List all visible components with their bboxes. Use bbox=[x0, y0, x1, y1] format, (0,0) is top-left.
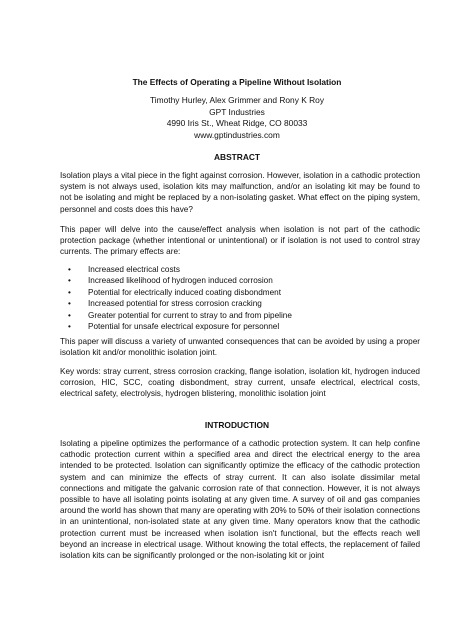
list-item: • Increased electrical costs bbox=[68, 265, 180, 274]
bullet-icon: • bbox=[68, 299, 71, 309]
abstract-heading: ABSTRACT bbox=[213, 152, 261, 162]
abstract-paragraph-3: This paper will discuss a variety of unwanted consequences that can be avoided by using a proper isolation kit and/or monolithic isolation joint. bbox=[60, 337, 420, 358]
abstract-paragraph-1: Isolation plays a vital piece in the fight against corrosion. However, isolation in a cathodic protection system is not always used, isolation kits may malfunction, and/or an isolating kit may be found to not be isolating and might be replaced by a non-isolating gasket. What effect on the piping system, personnel and costs does this have? bbox=[60, 171, 420, 214]
bullet-icon: • bbox=[68, 322, 71, 332]
primary-effects-list bbox=[60, 264, 420, 332]
keywords-paragraph: Key words: stray current, stress corrosion cracking, flange isolation, isolation kit, hydrogen induced corrosion, HIC, SCC, coating disbondment, stray current, unsafe electrical, electrical costs, electrical safety, electrolysis, hydrogen blistering, monolithic isolation joint bbox=[60, 367, 420, 399]
bullet-icon: • bbox=[68, 310, 71, 320]
author-company: GPT Industries bbox=[209, 106, 265, 117]
list-item: • Potential for electrically induced coating disbondment bbox=[68, 287, 281, 297]
author-names: Timothy Hurley, Alex Grimmer and Rony K Roy bbox=[149, 95, 325, 105]
list-item: • Increased potential for stress corrosion cracking bbox=[68, 299, 262, 309]
list-item: • Increased likelihood of hydrogen induced corrosion bbox=[68, 276, 273, 286]
author-website: www.gptindustries.com bbox=[194, 129, 280, 140]
list-item: • Greater potential for current to stray to and from pipeline bbox=[68, 310, 292, 320]
author-address: 4990 Iris St., Wheat Ridge, CO 80033 bbox=[166, 118, 308, 129]
abstract-paragraph-2: This paper will delve into the cause/effect analysis when isolation is not part of the cathodic protection package (whether intentional or unintentional) or if isolation is not used to control stray currents. The primary effects are: bbox=[60, 225, 420, 257]
bullet-icon: • bbox=[68, 287, 71, 297]
list-item: • Potential for unsafe electrical exposure for personnel bbox=[68, 322, 280, 332]
paper-title: The Effects of Operating a Pipeline Without Isolation bbox=[132, 77, 342, 87]
introduction-paragraph-1: Isolating a pipeline optimizes the performance of a cathodic protection system. It can help confine cathodic protection current within a specified area and direct the electrical energy to the area intended to be protected. Isolation can significantly optimize the efficacy of the cathodic protection system and can minimize the effects of stray current. It can also isolate dissimilar metal connections and mitigate the galvanic corrosion rate of that connection. However, it is not always possible to have all isolating points isolating at any given time. A survey of oil and gas companies around the world has shown that many are operating with 20% to 50% of their isolation connections in an unintentional, non-isolated state at any given time. Many operators know that the cathodic protection current must be increased when isolation isn't functional, but the effects reach well beyond an increase in electrical usage. Without knowing the total effects, the replacement of failed isolation kits can be significantly prolonged or the non-isolating kit or joint bbox=[60, 439, 421, 561]
bullet-icon: • bbox=[68, 265, 71, 274]
introduction-heading: INTRODUCTION bbox=[204, 420, 270, 430]
bullet-icon: • bbox=[68, 276, 71, 286]
author-block bbox=[0, 95, 474, 141]
